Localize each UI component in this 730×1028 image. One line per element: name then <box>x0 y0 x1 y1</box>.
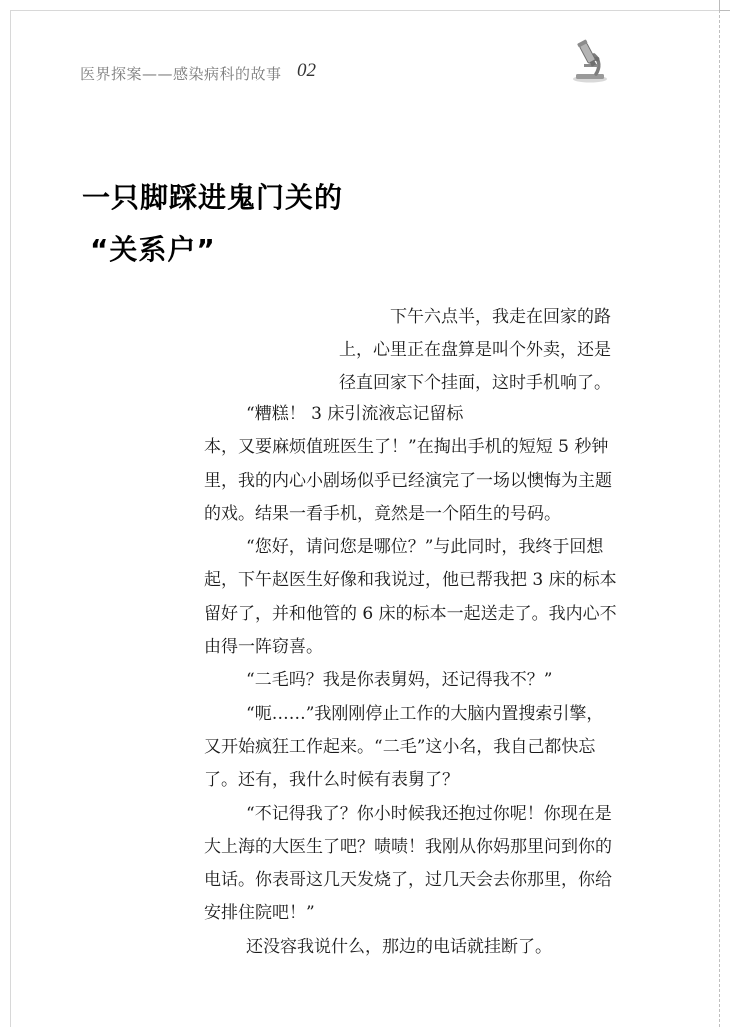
body-text <box>204 398 617 964</box>
lead-line: 下午六点半，我走在回家的路 <box>390 307 611 327</box>
body-line: “不记得我了？你小时候我还抱过你呢！你现在是 <box>246 803 612 824</box>
body-line: 里，我的内心小剧场似乎已经演完了一场以懊悔为主题 <box>204 470 612 491</box>
body-line: “您好，请问您是哪位？”与此同时，我终于回想 <box>246 537 604 558</box>
body-line: 电话。你表哥这几天发烧了，过几天会去你那里，你给 <box>204 870 612 891</box>
body-line: “糟糕！ 3 床引流液忘记留标 <box>246 404 464 424</box>
body-line: 又开始疯狂工作起来。“二毛”这小名，我自己都快忘 <box>204 736 596 757</box>
body-line: “二毛吗？我是你表舅妈，还记得我不？” <box>246 670 553 691</box>
lead-line: 上，心里正在盘算是叫个外卖，还是 <box>339 340 611 360</box>
body-line: 的戏。结果一看手机，竟然是一个陌生的号码。 <box>204 503 561 524</box>
lead-line: 径直回家下个挂面，这时手机响了。 <box>339 373 611 393</box>
page-number: 02 <box>297 60 316 81</box>
body-line: 还没容我说什么，那边的电话就挂断了。 <box>246 936 552 957</box>
body-line: 安排住院吧！” <box>204 903 315 924</box>
body-line: 留好了，并和他管的 6 床的标本一起送走了。我内心不 <box>204 603 617 624</box>
lead-paragraph <box>339 301 611 400</box>
body-line: “呃……”我刚刚停止工作的大脑内置搜索引擎， <box>246 703 604 724</box>
body-line: 起，下午赵医生好像和我说过，他已帮我把 3 床的标本 <box>204 570 617 591</box>
body-line: 由得一阵窃喜。 <box>204 637 323 658</box>
chapter-title <box>82 172 343 276</box>
running-header <box>80 60 640 84</box>
body-line: 大上海的大医生了吧？啧啧！我刚从你妈那里问到你的 <box>204 836 612 857</box>
chapter-title-line-1: 一只脚踩进鬼门关的 <box>82 181 344 214</box>
body-line: 了。还有，我什么时候有表舅了？ <box>204 770 459 791</box>
chapter-title-line-2: “关系户” <box>90 233 216 266</box>
crop-mark <box>719 0 730 11</box>
book-title: 医界探案——感染病科的故事 <box>80 65 282 83</box>
microscope-icon <box>566 38 612 84</box>
body-line: 本，又要麻烦值班医生了！”在掏出手机的短短 5 秒钟 <box>204 437 609 458</box>
